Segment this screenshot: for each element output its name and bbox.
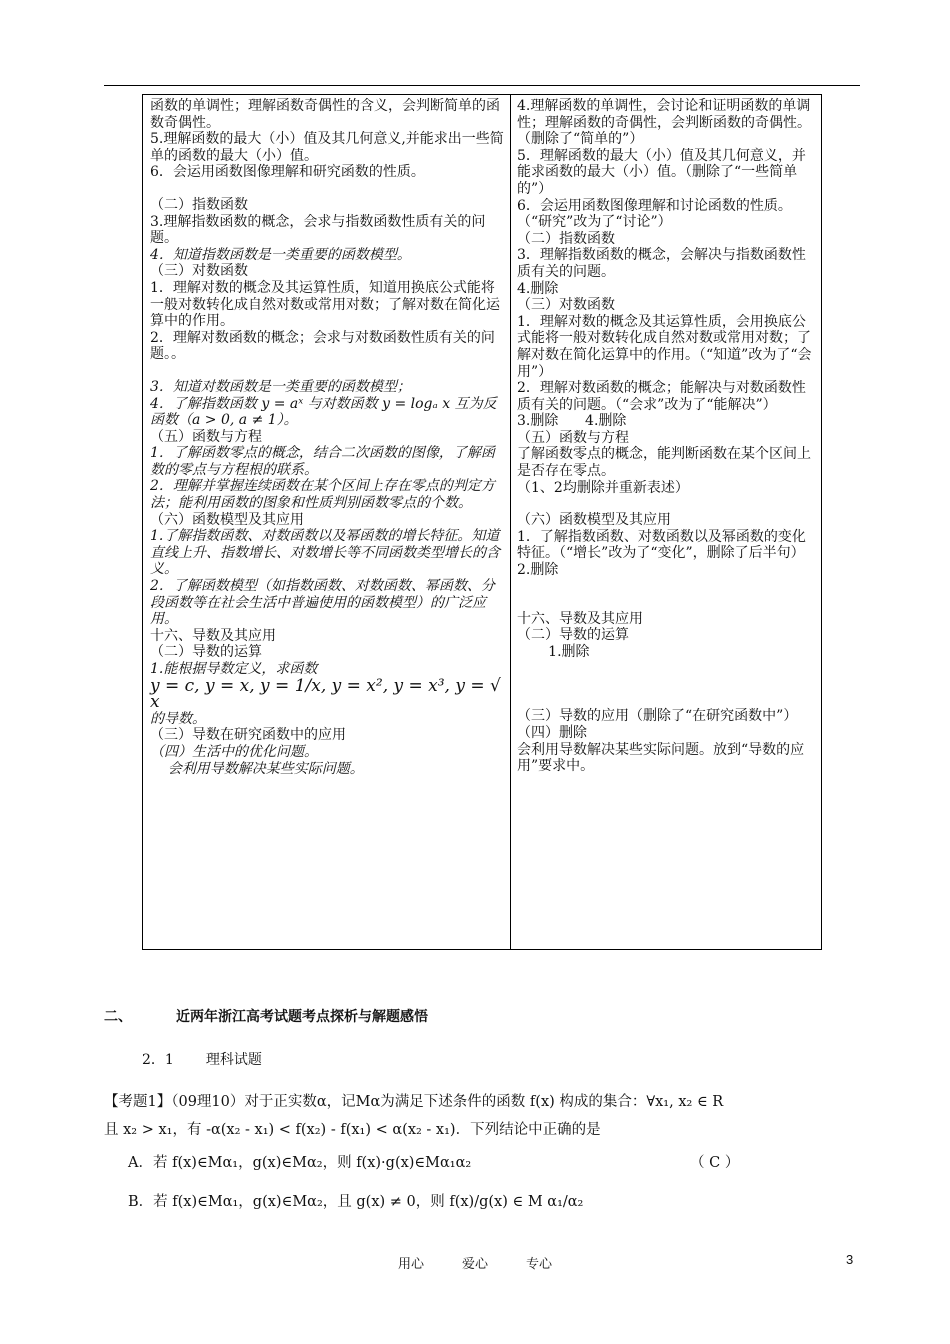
question-line-2: 且 x₂ > x₁，有 -α(x₂ - x₁) < f(x₂) - f(x₁) < α(x₂ - x₁)．下列结论中正确的是: [104, 1122, 601, 1138]
subsection-number: 2．1: [142, 1052, 174, 1068]
right-column-line: 3．理解指数函数的概念，会解决与指数函数性质有关的问题。: [517, 247, 806, 280]
left-column-line: 函数的单调性；理解函数奇偶性的含义，会判断简单的函数奇偶性。: [150, 98, 500, 131]
question-line-1: 【考题1】（09理10）对于正实数α，记Mα为满足下述条件的函数 f(x) 构成的集合：∀x₁, x₂ ∈ R: [104, 1094, 724, 1110]
left-column-line: （三）导数在研究函数中的应用: [150, 727, 346, 744]
right-column-line: 会利用导数解决某些实际问题。放到“导数的应用”要求中。: [517, 741, 805, 775]
blank-line: [517, 595, 817, 611]
derivative-functions-formula: y = c, y = x, y = 1/x, y = x², y = x³, y = √x: [150, 675, 501, 713]
page-number: 3: [846, 1252, 854, 1267]
table-left-column: [150, 98, 505, 777]
footer-motto: 爱心: [462, 1257, 489, 1272]
right-column-line: 2.删除: [517, 562, 559, 579]
left-column-line: （六）函数模型及其应用: [150, 511, 304, 528]
footer-motto: 专心: [526, 1257, 553, 1272]
right-column-line: 1．了解指数函数、对数函数以及幂函数的变化特征。（“增长”改为了“变化”，删除了后半句）: [517, 528, 806, 562]
blank-line: [517, 692, 817, 708]
left-column-line: （四）生活中的优化问题。: [150, 743, 318, 760]
option-b: B．若 f(x)∈Mα₁，g(x)∈Mα₂，且 g(x) ≠ 0，则 f(x)/g(x) ∈ M α₁/α₂: [128, 1194, 584, 1210]
left-column-line: 6．会运用函数图像理解和研究函数的性质。: [150, 164, 425, 181]
right-column-line: 1.删除: [517, 643, 590, 660]
left-column-line: 5.理解函数的最大（小）值及其几何意义,并能求出一些简单的函数的最大（小）值。: [150, 131, 504, 164]
left-column-line: 会利用导数解决某些实际问题。: [150, 760, 364, 777]
left-column-line: 3．知道对数函数是一类重要的函数模型；: [150, 378, 411, 395]
left-column-line: 2．理解并掌握连续函数在某个区间上存在零点的判定方法；能利用函数的图象和性质判别函数零点的个数。: [150, 478, 495, 512]
left-column-line: 1.了解指数函数、对数函数以及幂函数的增长特征。知道直线上升、指数增长、对数增长等不同函数类型增长的含义。: [150, 528, 500, 578]
blank-line: [150, 363, 505, 379]
blank-line: [150, 181, 505, 197]
right-column-line: 5．理解函数的最大（小）值及其几何意义，并能求函数的最大（小）值。（删除了“一些简单的”）: [517, 147, 806, 197]
table-right-column: [517, 98, 817, 775]
left-column-line: （二）导数的运算: [150, 644, 262, 661]
left-column-line: 1．了解函数零点的概念，结合二次函数的图像，了解函数的零点与方程根的联系。: [150, 445, 495, 478]
table-column-divider: [510, 94, 511, 950]
right-column-line: 1．理解对数的概念及其运算性质，会用换底公式能将一般对数转化成自然对数或常用对数；了解对数在简化运算中的作用。（“知道”改为了“会用”）: [517, 313, 812, 380]
right-column-line: 4.理解函数的单调性，会讨论和证明函数的单调性；理解函数的奇偶性，会判断函数的奇偶性。（删除了“简单的”）: [517, 98, 811, 148]
left-column-line: 的导数。: [150, 710, 206, 727]
right-column-line: （五）函数与方程: [517, 429, 629, 446]
blank-line: [517, 676, 817, 692]
left-column-line: 1．理解对数的概念及其运算性质，知道用换底公式能将一般对数转化成自然对数或常用对数；了解对数在简化运算中的作用。: [150, 279, 500, 330]
right-column-line: （1、2均删除并重新表述）: [517, 479, 689, 496]
section-number: 二、: [104, 1009, 132, 1025]
right-column-line: （二）指数函数: [517, 230, 615, 247]
page-footer: [398, 1253, 590, 1272]
right-column-line: 4.删除: [517, 280, 559, 297]
option-a: A．若 f(x)∈Mα₁，g(x)∈Mα₂，则 f(x)·g(x)∈Mα₁α₂: [128, 1155, 472, 1171]
footer-motto: 用心: [398, 1257, 425, 1272]
left-column-line: 1.能根据导数定义，求函数: [150, 661, 318, 677]
right-column-line: 十六、导数及其应用: [517, 610, 643, 627]
blank-line: [517, 496, 817, 512]
right-column-line: （六）函数模型及其应用: [517, 512, 671, 529]
left-column-line: （三）对数函数: [150, 263, 248, 280]
left-column-line: （五）函数与方程: [150, 428, 262, 445]
header-rule: [104, 85, 860, 86]
left-column-line: 十六、导数及其应用: [150, 627, 276, 644]
right-column-line: （二）导数的运算: [517, 627, 629, 644]
left-column-line: 2．了解函数模型（如指数函数、对数函数、幂函数、分段函数等在社会生活中普遍使用的函数模型）的广泛应用。: [150, 578, 495, 628]
right-column-line: 6．会运用函数图像理解和讨论函数的性质。（“研究”改为了“讨论”）: [517, 197, 792, 231]
section-heading: [104, 1006, 428, 1026]
left-column-line: 4．了解指数函数 y = aˣ 与对数函数 y = logₐ x 互为反函数（a > 0, a ≠ 1）。: [150, 395, 497, 429]
answer-choice: （ C ）: [690, 1155, 740, 1171]
blank-line: [517, 579, 817, 595]
subsection-heading: [142, 1049, 262, 1069]
left-column-line: （二）指数函数: [150, 196, 248, 213]
section-title: 近两年浙江高考试题考点探析与解题感悟: [176, 1009, 428, 1025]
right-column-line: 3.删除 4.删除: [517, 413, 627, 430]
right-column-line: （三）对数函数: [517, 297, 615, 314]
left-column-line: 2．理解对数函数的概念；会求与对数函数性质有关的问题。。: [150, 329, 495, 363]
left-column-line: 3.理解指数函数的概念，会求与指数函数性质有关的问题。: [150, 213, 486, 247]
subsection-title: 理科试题: [205, 1052, 262, 1068]
right-column-line: 了解函数零点的概念，能判断函数在某个区间上是否存在零点。: [517, 446, 811, 480]
right-column-line: 2．理解对数函数的概念；能解决与对数函数性质有关的问题。（“会求”改为了“能解决”）: [517, 380, 806, 413]
right-column-line: （三）导数的应用（删除了“在研究函数中”）: [517, 708, 798, 725]
right-column-line: （四）删除: [517, 725, 587, 741]
blank-line: [517, 660, 817, 676]
left-column-line: 4．知道指数函数是一类重要的函数模型。: [150, 246, 411, 263]
